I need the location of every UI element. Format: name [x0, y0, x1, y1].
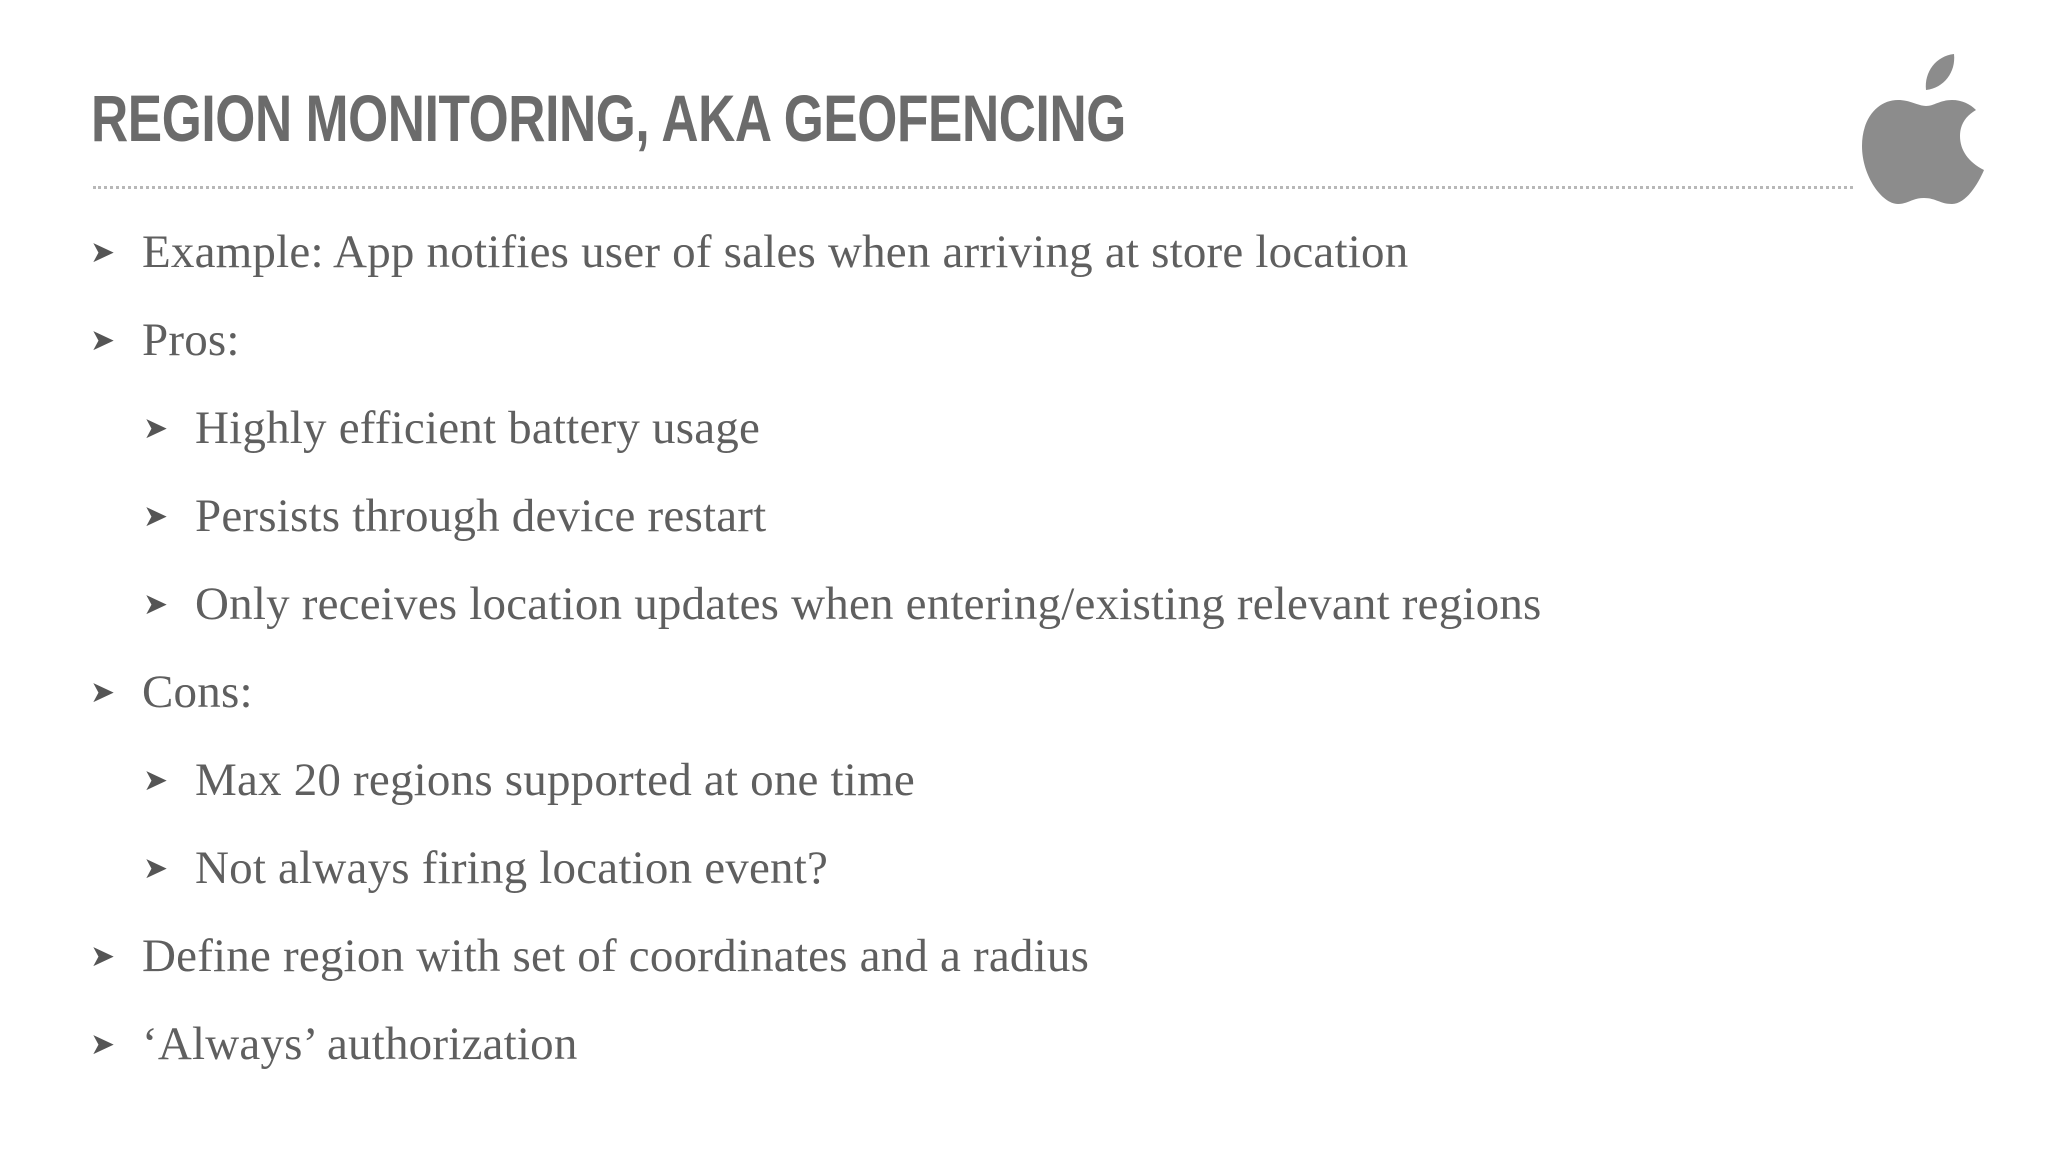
bullet-text: Example: App notifies user of sales when arriving at store location: [142, 226, 1409, 278]
bullet-text: Not always firing location event?: [195, 842, 829, 894]
arrowhead-bullet-icon: ➤: [143, 410, 169, 446]
slide-title: REGION MONITORING, AKA GEOFENCING: [91, 81, 1126, 155]
list-item: [90, 662, 253, 722]
list-item: [143, 838, 828, 898]
arrowhead-bullet-icon: ➤: [90, 1026, 116, 1062]
list-item: [143, 750, 915, 810]
list-item: [90, 310, 240, 370]
arrowhead-bullet-icon: ➤: [143, 850, 169, 886]
arrowhead-bullet-icon: ➤: [143, 762, 169, 798]
bullet-text: Persists through device restart: [195, 490, 767, 542]
arrowhead-bullet-icon: ➤: [90, 938, 116, 974]
bullet-text: ‘Always’ authorization: [142, 1018, 578, 1070]
arrowhead-bullet-icon: ➤: [143, 586, 169, 622]
list-item: [143, 486, 766, 546]
arrowhead-bullet-icon: ➤: [90, 234, 116, 270]
bullet-text: Max 20 regions supported at one time: [195, 754, 915, 806]
bullet-text: Pros:: [142, 314, 240, 366]
list-item: [90, 222, 1408, 282]
bullet-text: Define region with set of coordinates and a radius: [142, 930, 1090, 982]
arrowhead-bullet-icon: ➤: [90, 322, 116, 358]
list-item: [90, 1014, 578, 1074]
bullet-text: Highly efficient battery usage: [195, 402, 761, 454]
list-item: [143, 574, 1542, 634]
bullet-text: Only receives location updates when entering/existing relevant regions: [195, 578, 1542, 630]
bullet-text: Cons:: [142, 666, 253, 718]
arrowhead-bullet-icon: ➤: [90, 674, 116, 710]
arrowhead-bullet-icon: ➤: [143, 498, 169, 534]
list-item: [90, 926, 1089, 986]
list-item: [143, 398, 760, 458]
